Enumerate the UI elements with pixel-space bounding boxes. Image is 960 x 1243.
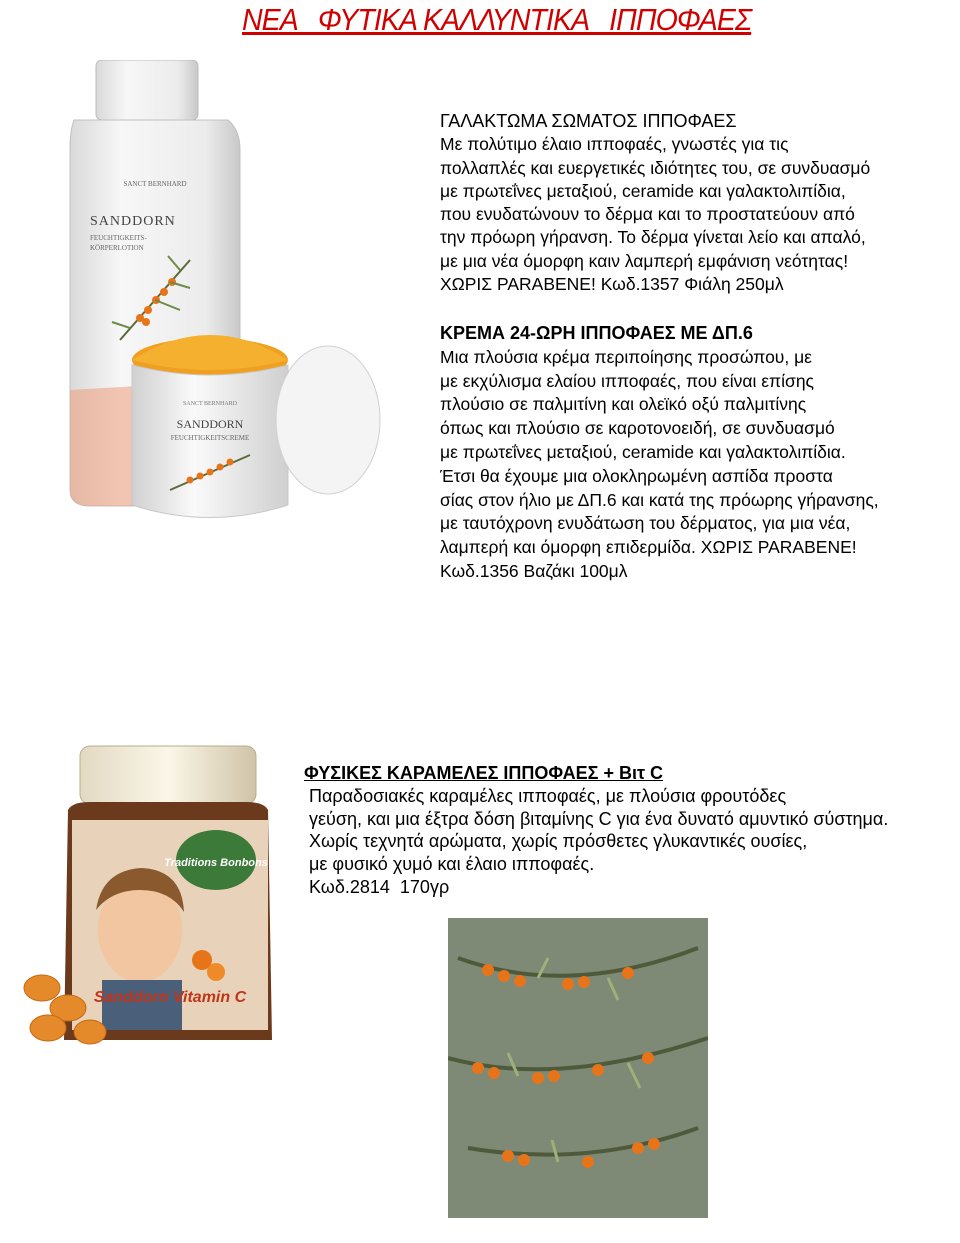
cream-name: SANDDORN (176, 417, 244, 431)
product-line: γεύση, και μια έξτρα δόση βιταμίνης C για ένα δυνατό αμυντικό σύστημα. (304, 808, 889, 829)
product-candies (304, 762, 888, 899)
product-line: Έτσι θα έχουμε μια ολοκληρωμένη ασπίδα προστα (440, 465, 833, 486)
lotion-brand: SANCT BERNHARD (123, 180, 187, 188)
product-line: Χωρίς τεχνητά αρώματα, χωρίς πρόσθετες γλυκαντικές ουσίες, (304, 831, 808, 852)
candy-name: Sanddorn Vitamin C (93, 989, 247, 1006)
product-line: σίας στον ήλιο με ΔΠ.6 και κατά της πρόωρης γήρανσης, (440, 489, 879, 510)
product-line: Κωδ.1356 Βαζάκι 100μλ (440, 560, 628, 581)
lotion-sub1: FEUCHTIGKEITS- (90, 234, 147, 242)
lotion-and-cream-image (60, 60, 440, 530)
product-line: λαμπερή και όμορφη επιδερμίδα. ΧΩΡΙΣ PARABENE! (440, 537, 857, 558)
product-line: με ταυτόχρονη ενυδάτωση του δέρματος, για μια νέα, (440, 513, 851, 534)
candy-jar (64, 746, 272, 1040)
candy-brand: Traditions Bonbons (164, 857, 268, 869)
candy-jar-image (20, 740, 280, 1050)
product-lotion (440, 110, 870, 296)
product-line: με φυσικό χυμό και έλαιο ιπποφαές. (304, 854, 595, 875)
product-line: πολλαπλές και ευεργετικές ιδιότητες του, σε συνδυασμό (440, 157, 871, 178)
product-line: την πρόωρη γήρανση. Το δέρμα γίνεται λείο και απαλό, (440, 227, 866, 248)
product-line: Παραδοσιακές καραμέλες ιπποφαές, με πλούσια φρουτόδες (304, 785, 787, 806)
product-line: Κωδ.2814 170γρ (304, 876, 450, 897)
product-line: Με πολύτιμο έλαιο ιπποφαές, γνωστές για τις (440, 134, 789, 155)
lotion-sub2: KÖRPERLOTION (90, 244, 144, 252)
product-line: πλούσιο σε παλμιτίνη και ολεϊκό οξύ παλμιτίνης (440, 394, 807, 415)
product-heading: ΦΥΣΙΚΕΣ ΚΑΡΑΜΕΛΕΣ ΙΠΠΟΦΑΕΣ + Βιτ C (304, 763, 664, 783)
product-line: Μια πλούσια κρέμα περιποίησης προσώπου, με (440, 346, 812, 367)
lotion-name: SANDDORN (90, 214, 176, 229)
cream-sub1: FEUCHTIGKEITSCREME (170, 434, 250, 442)
product-heading: ΚΡΕΜΑ 24-ΩΡΗ ΙΠΠΟΦΑΕΣ ΜΕ ΔΠ.6 (440, 323, 753, 343)
product-line: με εκχύλισμα ελαίου ιπποφαές, που είναι επίσης (440, 370, 814, 391)
product-line: με πρωτεΐνες μεταξιού, ceramide και γαλακτολιπίδια, (440, 180, 846, 201)
product-line: ΧΩΡΙΣ PARABENE! Κωδ.1357 Φιάλη 250μλ (440, 274, 784, 295)
sea-buckthorn-photo (448, 918, 708, 1218)
cream-brand: SANCT BERNHARD (182, 401, 238, 407)
product-heading: ΓΑΛΑΚΤΩΜΑ ΣΩΜΑΤΟΣ ΙΠΠΟΦΑΕΣ (440, 111, 737, 131)
product-line: με πρωτεΐνες μεταξιού, ceramide και γαλακτολιπίδια. (440, 441, 846, 462)
product-line: με μια νέα όμορφη καιν λαμπερή εμφάνιση νεότητας! (440, 250, 849, 271)
product-line: όπως και πλούσιο σε καροτονοειδή, σε συνδυασμό (440, 418, 835, 439)
cream-jar (132, 335, 380, 518)
product-cream (440, 322, 879, 584)
page-title: ΝΕΑ ΦΥΤΙΚΑ ΚΑΛΛΥΝΤΙΚΑ ΙΠΠΟΦΑΕΣ (242, 2, 752, 37)
product-line: που ενυδατώνουν το δέρμα και το προστατεύουν από (440, 204, 855, 225)
